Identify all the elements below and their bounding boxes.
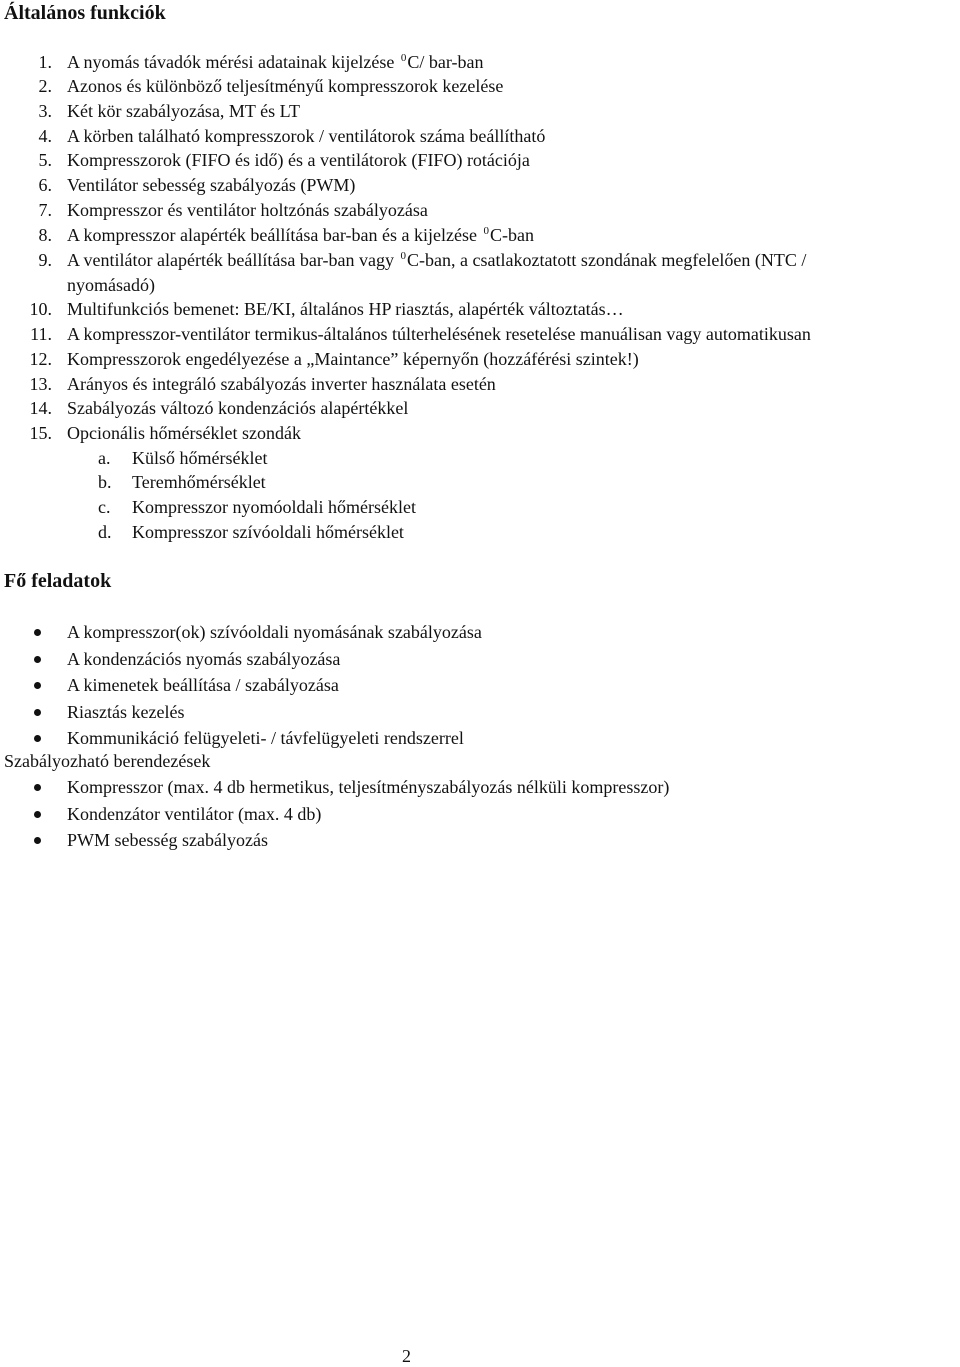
list-item-text (67, 125, 545, 147)
list-item-text (67, 373, 496, 395)
bullet-dot-icon (34, 629, 41, 636)
list-item-text (67, 174, 355, 196)
list-item-number: 12. (29, 349, 52, 369)
list-item-number: 7. (38, 200, 52, 220)
text-part: C-ban (489, 225, 534, 245)
text-part: A körben található kompresszorok / ventilátorok száma beállítható (67, 126, 546, 146)
list-item-number: 8. (38, 225, 52, 245)
bullet-dot-icon (34, 656, 41, 663)
text-part: A kompresszor-ventilátor termikus-általános túlterhelésének resetelése manuálisan vagy automatikusan (67, 324, 811, 344)
list-item-number: 13. (29, 374, 52, 394)
list-item-number: 6. (38, 175, 52, 195)
text-part: A kompresszor alapérték beállítása bar-ban és a kijelzése (67, 225, 482, 245)
list-item-number: 1. (38, 52, 52, 72)
bullet-item-text: Riasztás kezelés (67, 702, 185, 722)
text-part: Két kör szabályozása, MT és LT (67, 101, 300, 121)
bullet-dot-icon (34, 837, 41, 844)
text-part: C-ban, a csatlakoztatott szondának megfelelően (NTC / (407, 250, 807, 270)
list-item-text (67, 100, 300, 122)
text-part: Szabályozás változó kondenzációs alapértékkel (67, 398, 409, 418)
list-item-text: nyomásadó) (67, 275, 155, 295)
list-item-text (67, 298, 624, 320)
sublist-item-letter: c. (98, 497, 111, 517)
bullet-dot-icon (34, 811, 41, 818)
list-item-number: 10. (29, 299, 52, 319)
degree-superscript: 0 (400, 250, 406, 262)
list-item-number: 2. (38, 76, 52, 96)
degree-superscript: 0 (400, 52, 407, 64)
text-part: Kompresszorok (FIFO és idő) és a ventilátorok (FIFO) rotációja (67, 150, 530, 170)
bullet-item-text: A kompresszor(ok) szívóoldali nyomásának szabályozása (67, 622, 482, 642)
list-item-text (67, 224, 534, 249)
list-item-text (67, 51, 484, 76)
list-item-text (67, 75, 503, 97)
degree-superscript: 0 (483, 225, 489, 237)
text-part: Kompresszor és ventilátor holtzónás szabályozása (67, 200, 428, 220)
text-part: Multifunkciós bemenet: BE/KI, általános HP riasztás, alapérték változtatás… (67, 299, 624, 319)
text-part: Arányos és integráló szabályozás inverter használata esetén (67, 374, 496, 394)
bullet-dot-icon (34, 735, 41, 742)
list-item-number: 11. (30, 324, 52, 344)
list-item-number: 5. (38, 150, 52, 170)
section-title-controllable-devices: Szabályozható berendezések (4, 751, 211, 771)
sublist-item-text: Teremhőmérséklet (132, 472, 266, 492)
bullet-item-text: Kompresszor (max. 4 db hermetikus, teljesítményszabályozás nélküli kompresszor) (67, 777, 670, 797)
sublist-item-letter: a. (98, 448, 111, 468)
section-title-general-functions: Általános funkciók (4, 2, 166, 24)
list-item-text (67, 199, 428, 221)
bullet-item-text: Kondenzátor ventilátor (max. 4 db) (67, 804, 322, 824)
sublist-item-text: Külső hőmérséklet (132, 448, 268, 468)
list-item-number: 9. (38, 250, 52, 270)
sublist-item-letter: b. (98, 472, 112, 492)
list-item-text (67, 397, 408, 419)
list-item-text (67, 348, 639, 370)
list-item-text (67, 422, 301, 444)
bullet-item-text: A kondenzációs nyomás szabályozása (67, 649, 341, 669)
text-part: A nyomás távadók mérési adatainak kijelzése (67, 52, 399, 72)
text-part: Opcionális hőmérséklet szondák (67, 423, 301, 443)
text-part: C/ bar-ban (407, 52, 484, 72)
list-item-text (67, 149, 530, 171)
list-item-text (67, 323, 811, 345)
list-item-number: 15. (29, 423, 52, 443)
bullet-item-text: PWM sebesség szabályozás (67, 830, 268, 850)
sublist-item-letter: d. (98, 522, 112, 542)
list-item-number: 14. (29, 398, 52, 418)
bullet-item-text: Kommunikáció felügyeleti- / távfelügyeleti rendszerrel (67, 728, 464, 748)
bullet-dot-icon (34, 784, 41, 791)
text-part: Ventilátor sebesség szabályozás (PWM) (67, 175, 356, 195)
page-number: 2 (402, 1346, 411, 1366)
section-title-main-tasks: Fő feladatok (4, 570, 112, 592)
bullet-dot-icon (34, 709, 41, 716)
list-item-number: 4. (38, 126, 52, 146)
sublist-item-text: Kompresszor szívóoldali hőmérséklet (132, 522, 404, 542)
text-part: Kompresszorok engedélyezése a „Maintance” képernyőn (hozzáférési szintek!) (67, 349, 639, 369)
list-item-text (67, 249, 806, 274)
sublist-item-text: Kompresszor nyomóoldali hőmérséklet (132, 497, 416, 517)
list-item-number: 3. (38, 101, 52, 121)
text-part: A ventilátor alapérték beállítása bar-ban vagy (67, 250, 399, 270)
bullet-item-text: A kimenetek beállítása / szabályozása (67, 675, 339, 695)
text-part: Azonos és különböző teljesítményű kompresszorok kezelése (67, 76, 504, 96)
bullet-dot-icon (34, 682, 41, 689)
